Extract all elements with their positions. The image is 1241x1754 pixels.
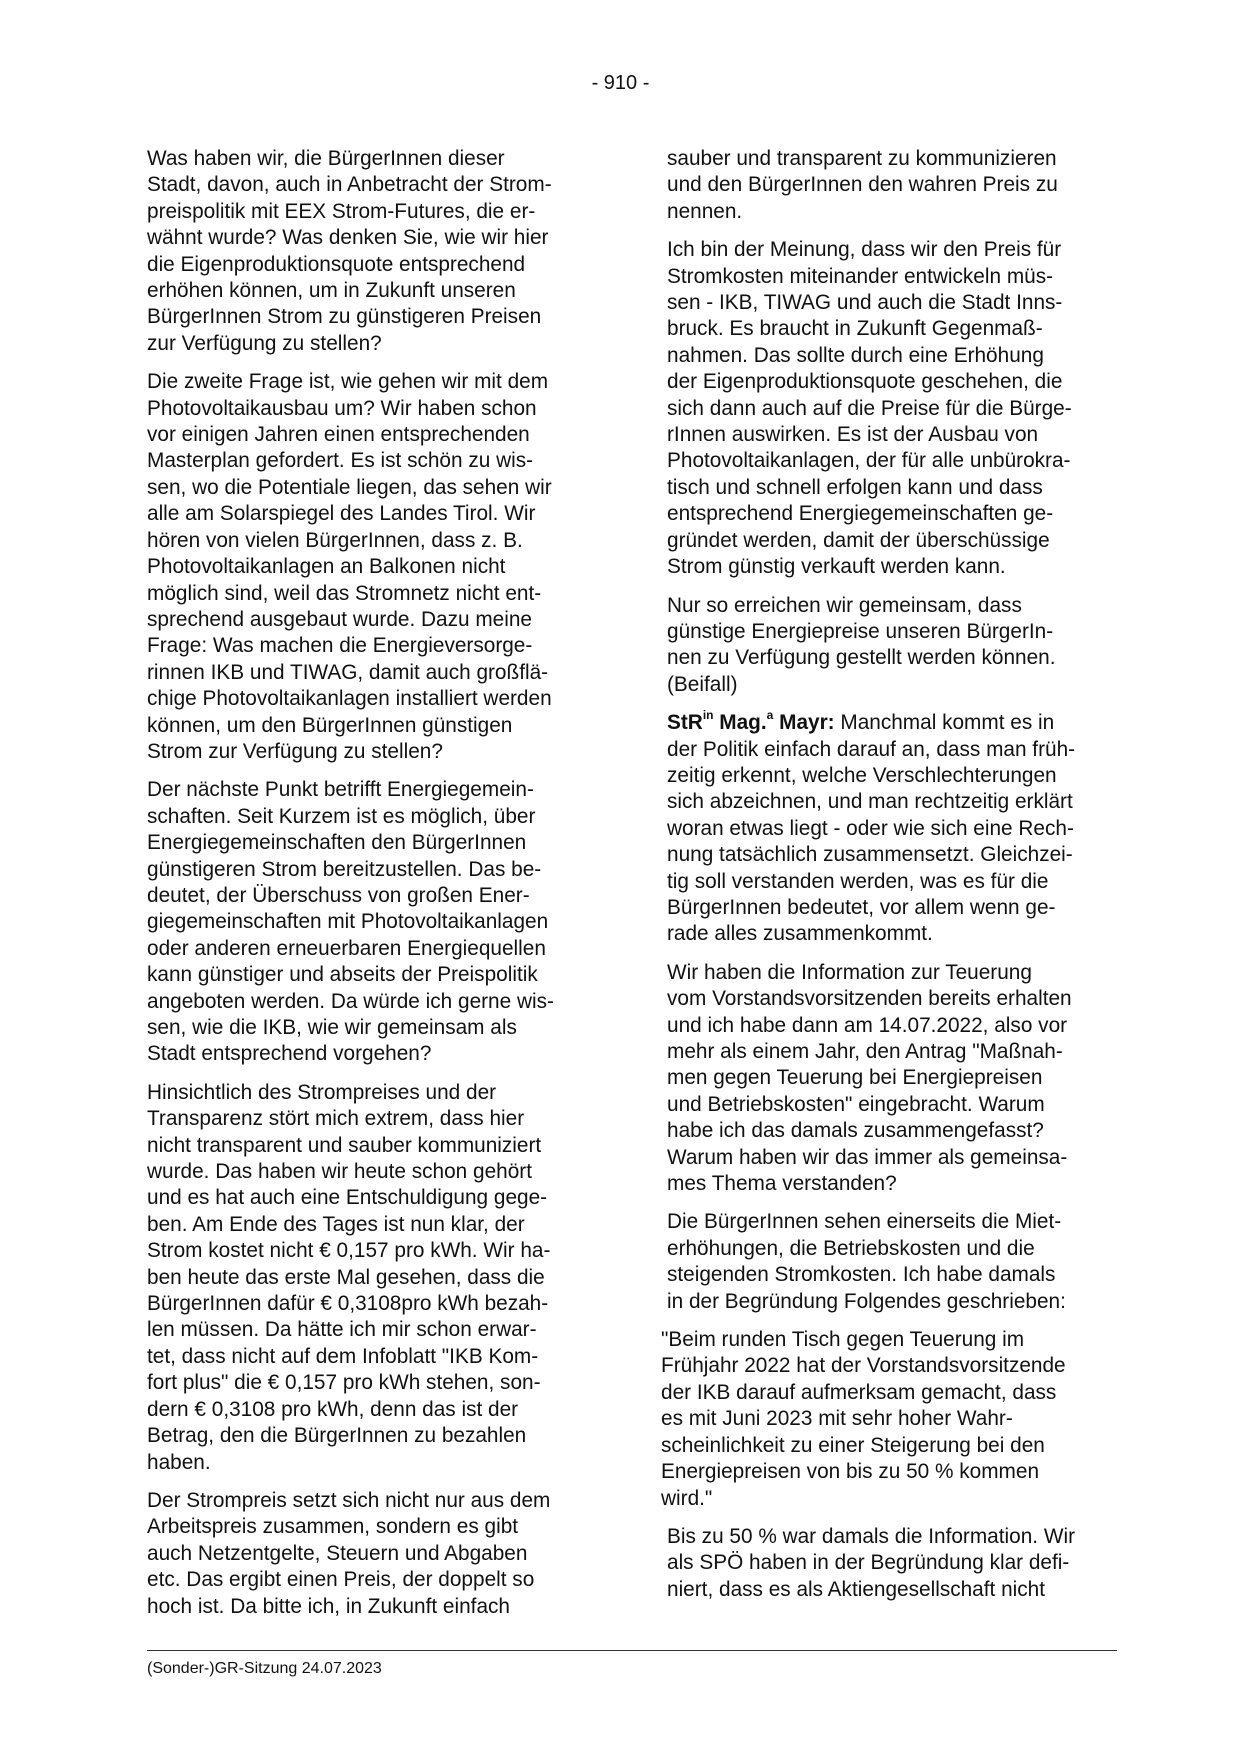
left-column bbox=[147, 146, 599, 1632]
paragraph: Der Strompreis setzt sich nicht nur aus dem Arbeitspreis zusammen, sondern es gibt auch Netzentgelte, Steuern und Abgaben etc. Das ergibt einen Preis, der doppelt so hoch ist. Da bitte ich, in Zukunft einfach bbox=[147, 1488, 551, 1618]
speaker-title-sup: in bbox=[702, 708, 714, 723]
paragraph: Die zweite Frage ist, wie gehen wir mit dem Photovoltaikausbau um? Wir haben schon vor einigen Jahren einen entsprechenden Masterplan gefordert. Es ist schön zu wis- sen, wo die Potentiale liegen, das sehen wir alle am Solarspiegel des Landes Tirol. Wir hören von vielen BürgerInnen, dass z. B. Photovoltaikanlagen an Balkonen nicht möglich sind, weil das Stromnetz nicht ent- sprechend ausgebaut wurde. Dazu meine Frage: Was machen die Energieversorge- rinnen IKB und TIWAG, damit auch großflä- chige Photovoltaikanlagen installiert werden können, um den BürgerInnen günstigen Strom zur Verfügung zu stellen? bbox=[147, 370, 552, 763]
speaker-degree-sup: a bbox=[766, 708, 774, 723]
speaker-surname: Mayr: bbox=[773, 711, 835, 735]
speaker-degree: Mag. bbox=[713, 711, 767, 735]
quote-paragraph: "Beim runden Tisch gegen Teuerung im Frühjahr 2022 hat der Vorstandsvorsitzende der IKB darauf aufmerksam gemacht, dass es mit Juni 2023 mit sehr hoher Wahr- scheinlichkeit zu einer Steigerung bei den Energiepreisen von bis zu 50 % kommen wird." bbox=[661, 1328, 1066, 1510]
paragraph: Bis zu 50 % war damals die Information. Wir als SPÖ haben in der Begründung klar defi- niert, dass es als Aktiengesellschaft nicht bbox=[667, 1524, 1075, 1601]
speaker-name bbox=[667, 708, 835, 735]
speech-text: Manchmal kommt es in der Politik einfach darauf an, dass man früh- zeitig erkennt, welche Verschlechterungen sich abzeichnen, und man rechtzeitig erklärt woran etwas liegt - oder wie sich eine Rech- nung tatsächlich zusammensetzt. Gleichzei- tig soll verstanden werden, was es für die BürgerInnen bedeutet, vor allem wenn ge- rade alles zusammenkommt. bbox=[667, 711, 1076, 946]
speaker-paragraph bbox=[667, 710, 1119, 948]
paragraph: Der nächste Punkt betrifft Energiegemein- schaften. Seit Kurzem ist es möglich, über Energiegemeinschaften den BürgerInnen günstigeren Strom bereitzustellen. Das be- deutet, der Überschuss von großen Ener- giegemeinschaften mit Photovoltaikanlagen oder anderen erneuerbaren Energiequellen kann günstiger und abseits der Preispolitik angeboten werden. Da würde ich gerne wis- sen, wie die IKB, wie wir gemeinsam als Stadt entsprechend vorgehen? bbox=[147, 778, 554, 1066]
paragraph: sauber und transparent zu kommunizieren und den BürgerInnen den wahren Preis zu nennen. bbox=[667, 147, 1058, 223]
footer-divider bbox=[147, 1650, 1117, 1651]
paragraph: Wir haben die Information zur Teuerung vom Vorstandsvorsitzenden bereits erhalten und ich habe dann am 14.07.2022, also vor mehr als einem Jahr, den Antrag "Maßnah- men gegen Teuerung bei Energiepreisen und Betriebskosten" eingebracht. Warum habe ich das damals zusammengefasst? Warum haben wir das immer als gemeinsa- mes Thema verstanden? bbox=[667, 960, 1072, 1196]
paragraph: Ich bin der Meinung, dass wir den Preis für Stromkosten miteinander entwickeln müs- sen - IKB, TIWAG und auch die Stadt Inns- bruck. Es braucht in Zukunft Gegenmaß- nahmen. Das sollte durch eine Erhöhung der Eigenproduktionsquote geschehen, die sich dann auch auf die Preise für die Bürge- rInnen auswirken. Es ist der Ausbau von Photovoltaikanlagen, der für alle unbürokra- tisch und schnell erfolgen kann und dass entsprechend Energiegemeinschaften ge- gründet werden, damit der überschüssige Strom günstig verkauft werden kann. bbox=[667, 238, 1072, 579]
paragraph: Hinsichtlich des Strompreises und der Transparenz stört mich extrem, dass hier nicht transparent und sauber kommuniziert wurde. Das haben wir heute schon gehört und es hat auch eine Entschuldigung gege- ben. Am Ende des Tages ist nun klar, der Strom kostet nicht € 0,157 pro kWh. Wir ha- ben heute das erste Mal gesehen, dass die BürgerInnen dafür € 0,3108pro kWh bezah- len müssen. Da hätte ich mir schon erwar- tet, dass nicht auf dem Infoblatt "IKB Kom- fort plus" die € 0,157 pro kWh stehen, son- dern € 0,3108 pro kWh, denn das ist der Betrag, den die BürgerInnen zu bezahlen haben. bbox=[147, 1080, 551, 1474]
paragraph: Was haben wir, die BürgerInnen dieser Stadt, davon, auch in Anbetracht der Strom- preispolitik mit EEX Strom-Futures, die er- wähnt wurde? Was denken Sie, wie wir hier die Eigenproduktionsquote entsprechend erhöhen können, um in Zukunft unseren BürgerInnen Strom zu günstigeren Preisen zur Verfügung zu stellen? bbox=[147, 147, 552, 355]
speaker-title: StR bbox=[667, 711, 703, 735]
right-column bbox=[661, 146, 1119, 1615]
paragraph: Nur so erreichen wir gemeinsam, dass günstige Energiepreise unseren BürgerIn- nen zu Verfügung gestellt werden können. (Beifall) bbox=[667, 593, 1056, 696]
paragraph: Die BürgerInnen sehen einerseits die Miet- erhöhungen, die Betriebskosten und die steigenden Stromkosten. Ich habe damals in der Begründung Folgendes geschrieben: bbox=[667, 1210, 1066, 1313]
footer-session-label: (Sonder-)GR-Sitzung 24.07.2023 bbox=[147, 1660, 382, 1677]
page-number: - 910 - bbox=[591, 72, 650, 94]
